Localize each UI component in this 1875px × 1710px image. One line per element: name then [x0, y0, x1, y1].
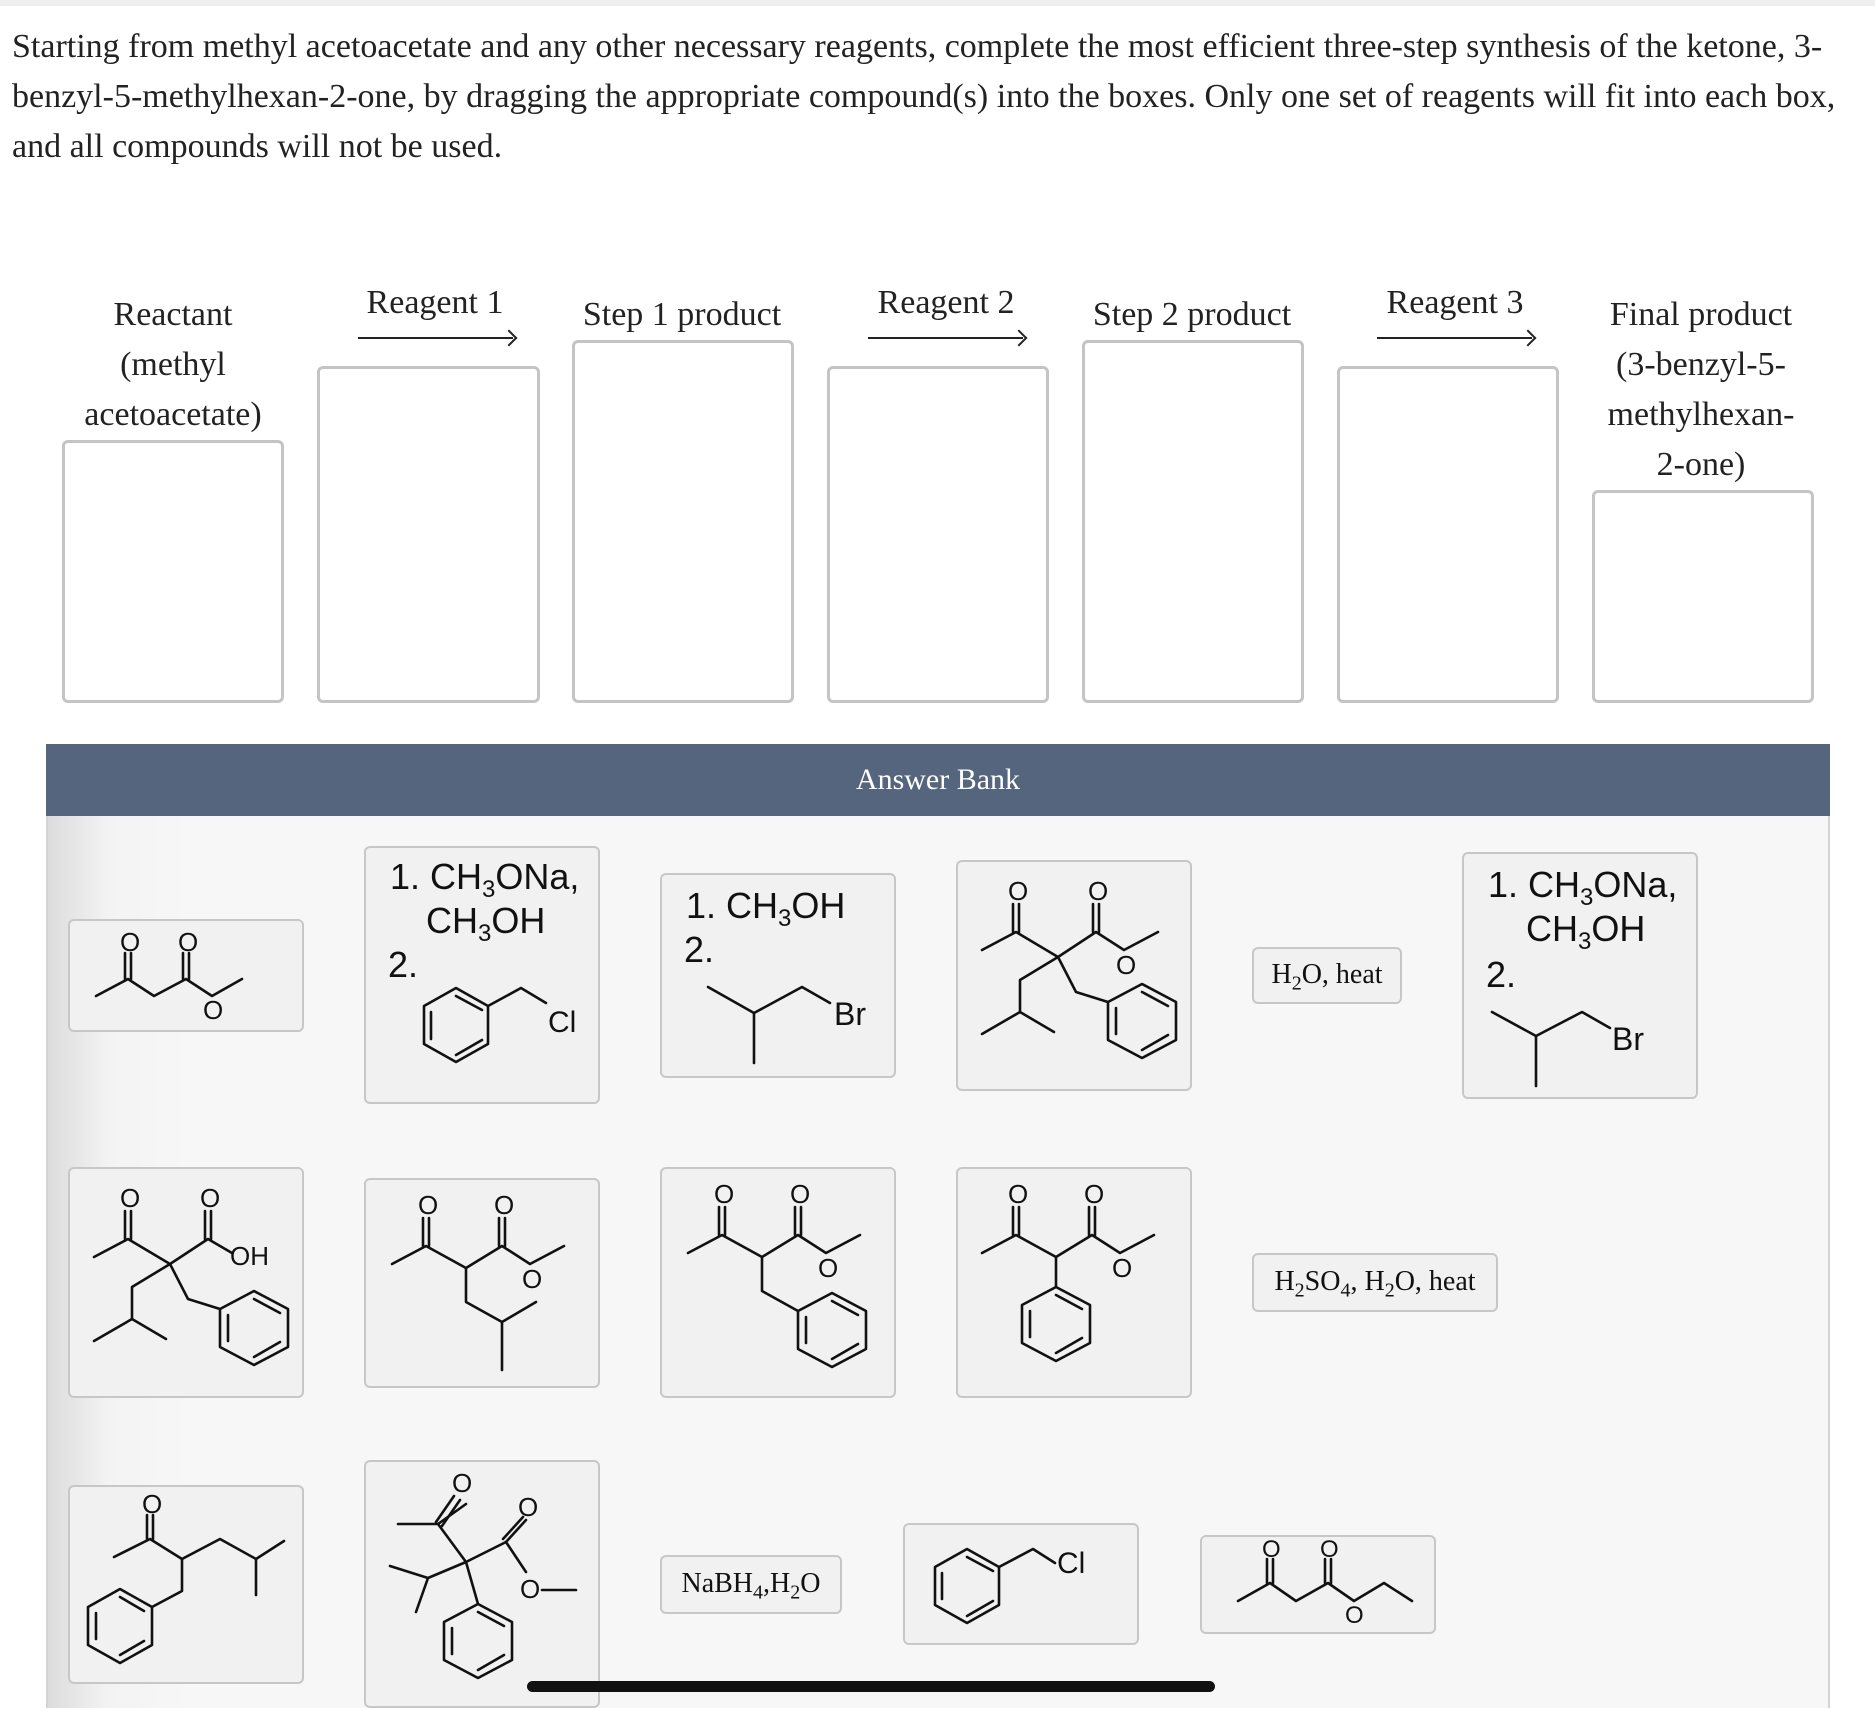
svg-text:O: O	[1345, 1602, 1364, 1629]
svg-text:O: O	[418, 1190, 439, 1220]
svg-text:O: O	[1008, 1179, 1029, 1209]
tile-methyl-acetoacetate[interactable]	[68, 919, 304, 1032]
reagent-solvent-label: $CH_3OH$	[426, 900, 546, 948]
drop-box-step2-product[interactable]	[1082, 340, 1304, 703]
tile-isopropyl-phenyl-keto-ester[interactable]	[364, 1460, 600, 1708]
tile-reagent-ch3oh-isobutyl-bromide[interactable]	[660, 873, 896, 1078]
svg-text:O: O	[714, 1179, 735, 1209]
tile-dialkylated-ester[interactable]	[956, 860, 1192, 1091]
tile-reagent-ch3ona-isobutyl-bromide[interactable]	[1462, 852, 1698, 1099]
reagent-step-2-label: 2.	[684, 929, 715, 970]
svg-text:O: O	[790, 1179, 811, 1209]
svg-text:O: O	[120, 1183, 141, 1213]
svg-text:O: O	[178, 927, 199, 957]
drop-box-reactant[interactable]	[62, 440, 284, 703]
reagent-step-1-label: 1. $CH_3ONa$,	[390, 856, 580, 904]
tile-benzyl-chloride[interactable]	[903, 1523, 1139, 1645]
ethyl-acetoacetate-structure	[1202, 1537, 1438, 1636]
label-reactant: Reactant (methyl acetoacetate)	[84, 296, 262, 433]
svg-text:O: O	[1112, 1253, 1133, 1283]
tile-ethyl-acetoacetate[interactable]	[1200, 1535, 1436, 1634]
question-text: Starting from methyl acetoacetate and any other necessary reagents, complete the most efficient three-step synthesis of the ketone, 3-benzyl-5-methylhexan-2-one, by dragging the appropriate compound(s) into the boxes. Only one set of reagents will fit into each box, and all compounds will not be used.	[12, 28, 1836, 165]
label-reagent-3: Reagent 3	[1386, 284, 1524, 321]
drop-box-final-product[interactable]	[1592, 490, 1814, 703]
svg-text:O: O	[203, 995, 224, 1025]
svg-text:O: O	[1116, 950, 1137, 980]
drop-box-step1-product[interactable]	[572, 340, 794, 703]
benzyl-ester-structure	[662, 1169, 898, 1400]
tile-acid-water-heat[interactable]: $H_2SO_4$, $H_2O$, heat	[1252, 1253, 1498, 1312]
svg-text:O: O	[452, 1468, 473, 1498]
tile-water-heat[interactable]: $H_2O$, heat	[1252, 947, 1402, 1004]
arrow-reagent-3	[1377, 337, 1532, 339]
svg-text:OH: OH	[230, 1241, 269, 1271]
phenyl-ester-structure	[958, 1169, 1194, 1400]
isobutyl-bromide-structure	[1464, 854, 1700, 1101]
benzyl-chloride-structure	[366, 848, 602, 1106]
svg-text:O: O	[818, 1253, 839, 1283]
tile-benzyl-ester[interactable]	[660, 1167, 896, 1398]
svg-text:O: O	[1320, 1537, 1339, 1563]
tile-benzyl-methylhexanone[interactable]	[68, 1485, 304, 1684]
reagent-solvent-label: $CH_3OH$	[1526, 908, 1646, 956]
svg-text:O: O	[494, 1190, 515, 1220]
dialkylated-keto-acid-structure	[70, 1169, 306, 1400]
svg-text:Cl: Cl	[548, 1006, 577, 1039]
label-reagent-1: Reagent 1	[366, 284, 504, 321]
arrow-reagent-2	[868, 337, 1023, 339]
svg-text:O: O	[522, 1264, 543, 1294]
label-reagent-2: Reagent 2	[877, 284, 1015, 321]
top-border	[0, 0, 1875, 6]
svg-text:O: O	[200, 1183, 221, 1213]
svg-text:O: O	[1088, 876, 1109, 906]
isopropyl-phenyl-keto-ester-structure	[366, 1462, 602, 1710]
drop-box-reagent-3[interactable]	[1337, 366, 1559, 703]
isobutyl-bromide-structure	[662, 875, 898, 1080]
svg-text:O: O	[142, 1489, 163, 1519]
benzyl-methylhexanone-structure	[70, 1487, 306, 1686]
svg-text:O: O	[520, 1574, 541, 1604]
benzyl-chloride-structure	[905, 1525, 1141, 1647]
tile-reagent-ch3ona-benzyl-chloride[interactable]	[364, 846, 600, 1104]
drop-box-reagent-1[interactable]	[317, 366, 540, 703]
tile-nabh4-water[interactable]: $NaBH_4,H_2O$	[660, 1555, 842, 1614]
reagent-step-1-label: 1. $CH_3OH$	[686, 885, 846, 933]
methyl-acetoacetate-structure	[70, 921, 306, 1034]
svg-text:Br: Br	[1612, 1021, 1644, 1057]
svg-text:O: O	[1262, 1537, 1281, 1563]
svg-text:O: O	[518, 1492, 539, 1522]
svg-text:Br: Br	[834, 996, 866, 1032]
answer-bank-header: Answer Bank	[46, 744, 1830, 816]
reagent-step-1-label: 1. $CH_3ONa$,	[1488, 864, 1678, 912]
drop-box-reagent-2[interactable]	[827, 366, 1049, 703]
svg-text:O: O	[1008, 876, 1029, 906]
tile-isobutyl-ester[interactable]	[364, 1178, 600, 1388]
reagent-step-2-label: 2.	[388, 944, 419, 985]
isobutyl-ester-structure	[366, 1180, 602, 1390]
svg-text:O: O	[1084, 1179, 1105, 1209]
arrow-reagent-1	[358, 337, 513, 339]
reagent-step-2-label: 2.	[1486, 954, 1517, 995]
tile-phenyl-ester[interactable]	[956, 1167, 1192, 1398]
tile-dialkylated-keto-acid[interactable]	[68, 1167, 304, 1398]
label-step2-product: Step 2 product	[1092, 296, 1292, 333]
svg-text:O: O	[120, 927, 141, 957]
svg-text:Cl: Cl	[1057, 1547, 1086, 1580]
horizontal-scrollbar[interactable]	[527, 1681, 1215, 1692]
label-step1-product: Step 1 product	[582, 296, 782, 333]
dialkylated-ester-structure	[958, 862, 1194, 1093]
label-final-product: Final product (3-benzyl-5- methylhexan- 2-one)	[1607, 296, 1795, 483]
